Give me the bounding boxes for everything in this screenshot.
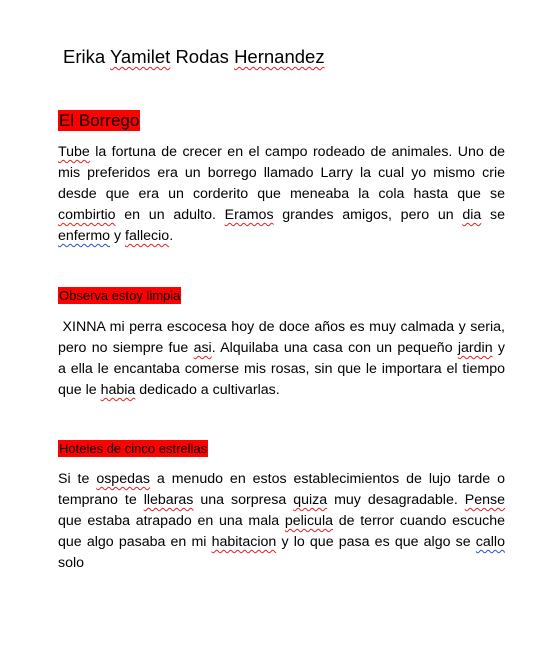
paragraph-line: [58, 380, 505, 401]
paragraph-hoteles: [58, 469, 505, 574]
misspelled-word: jardin: [457, 340, 493, 356]
text-run: pero no siempre fue: [58, 340, 194, 356]
misspelled-word: habia: [100, 382, 136, 398]
text-run: . Alquilaba una casa con un pequeño: [211, 340, 458, 356]
text-run: Si te: [58, 471, 97, 487]
misspelled-word: habitacion: [211, 534, 277, 550]
misspelled-word: Tube: [58, 144, 90, 160]
text-run: la fortuna de crecer en el campo rodeado de animales. Uno de: [89, 144, 505, 160]
paragraph-line: [58, 317, 505, 338]
paragraph-line: [58, 511, 505, 532]
misspelled-word: callo: [475, 534, 505, 550]
text-run: mis preferidos era un borrego llamado Larry la cual yo mismo crie: [58, 165, 505, 181]
text-run: desde que era un corderito que meneaba la cola hasta que se: [58, 186, 505, 202]
text-run: en un adulto.: [115, 207, 225, 223]
author-last-name: Hernandez: [234, 46, 325, 67]
text-run: muy desagradable.: [327, 492, 465, 508]
text-run: de terror cuando escuche: [333, 513, 505, 529]
text-run: solo: [58, 555, 85, 571]
text-run: que algo pasaba en mi: [58, 534, 212, 550]
paragraph-limpia: [58, 317, 505, 401]
text-run: grandes amigos, pero un: [273, 207, 463, 223]
text-run: dedicado a cultivarlas.: [135, 382, 280, 398]
section-heading-hoteles: Hoteles de cinco estrellas: [59, 441, 208, 456]
author-first-name: Erika: [63, 46, 106, 67]
text-run: temprano te: [58, 492, 144, 508]
misspelled-word: fallecio: [125, 228, 170, 244]
paragraph-line: [58, 205, 505, 226]
text-run: a menudo en estos establecimientos de lujo tarde o: [149, 471, 505, 487]
text-run: y: [492, 340, 505, 356]
misspelled-word: dia: [462, 207, 482, 223]
paragraph-borrego: [58, 142, 505, 247]
paragraph-line: [58, 532, 505, 553]
text-run: que estaba atrapado en una mala: [58, 513, 285, 529]
author-middle-name: Yamilet: [109, 46, 171, 67]
text-run: a ella le encantaba comerse mis rosas, sin que le importara el tiempo: [58, 361, 505, 377]
text-run: .: [169, 228, 174, 244]
paragraph-line: [58, 184, 505, 205]
text-run: se: [481, 207, 505, 223]
text-run: XINNA mi perra escocesa hoy de doce años es muy calmada y seria,: [58, 319, 505, 335]
misspelled-word: Pense: [464, 492, 506, 508]
section-heading-borrego: El Borrego: [59, 111, 140, 130]
text-run: y: [110, 228, 126, 244]
misspelled-word: llebaras: [143, 492, 194, 508]
paragraph-line: [58, 226, 505, 247]
misspelled-word: asi: [193, 340, 212, 356]
paragraph-line: [58, 553, 505, 574]
paragraph-line: [58, 338, 505, 359]
paragraph-line: [58, 469, 505, 490]
misspelled-word: ospedas: [96, 471, 150, 487]
text-run: y lo que pasa es que algo se: [276, 534, 476, 550]
misspelled-word: pelicula: [284, 513, 333, 529]
paragraph-line: [58, 163, 505, 184]
misspelled-word: enfermo: [58, 228, 111, 244]
paragraph-line: [58, 142, 505, 163]
misspelled-word: Eramos: [224, 207, 274, 223]
author-name: [63, 45, 325, 69]
paragraph-line: [58, 359, 505, 380]
text-run: una sorpresa: [193, 492, 294, 508]
author-surname: Rodas: [175, 46, 229, 67]
paragraph-line: [58, 490, 505, 511]
text-run: que le: [58, 382, 101, 398]
misspelled-word: quiza: [293, 492, 328, 508]
section-heading-limpia: Observa estoy limpia: [59, 288, 181, 303]
misspelled-word: combirtio: [58, 207, 116, 223]
